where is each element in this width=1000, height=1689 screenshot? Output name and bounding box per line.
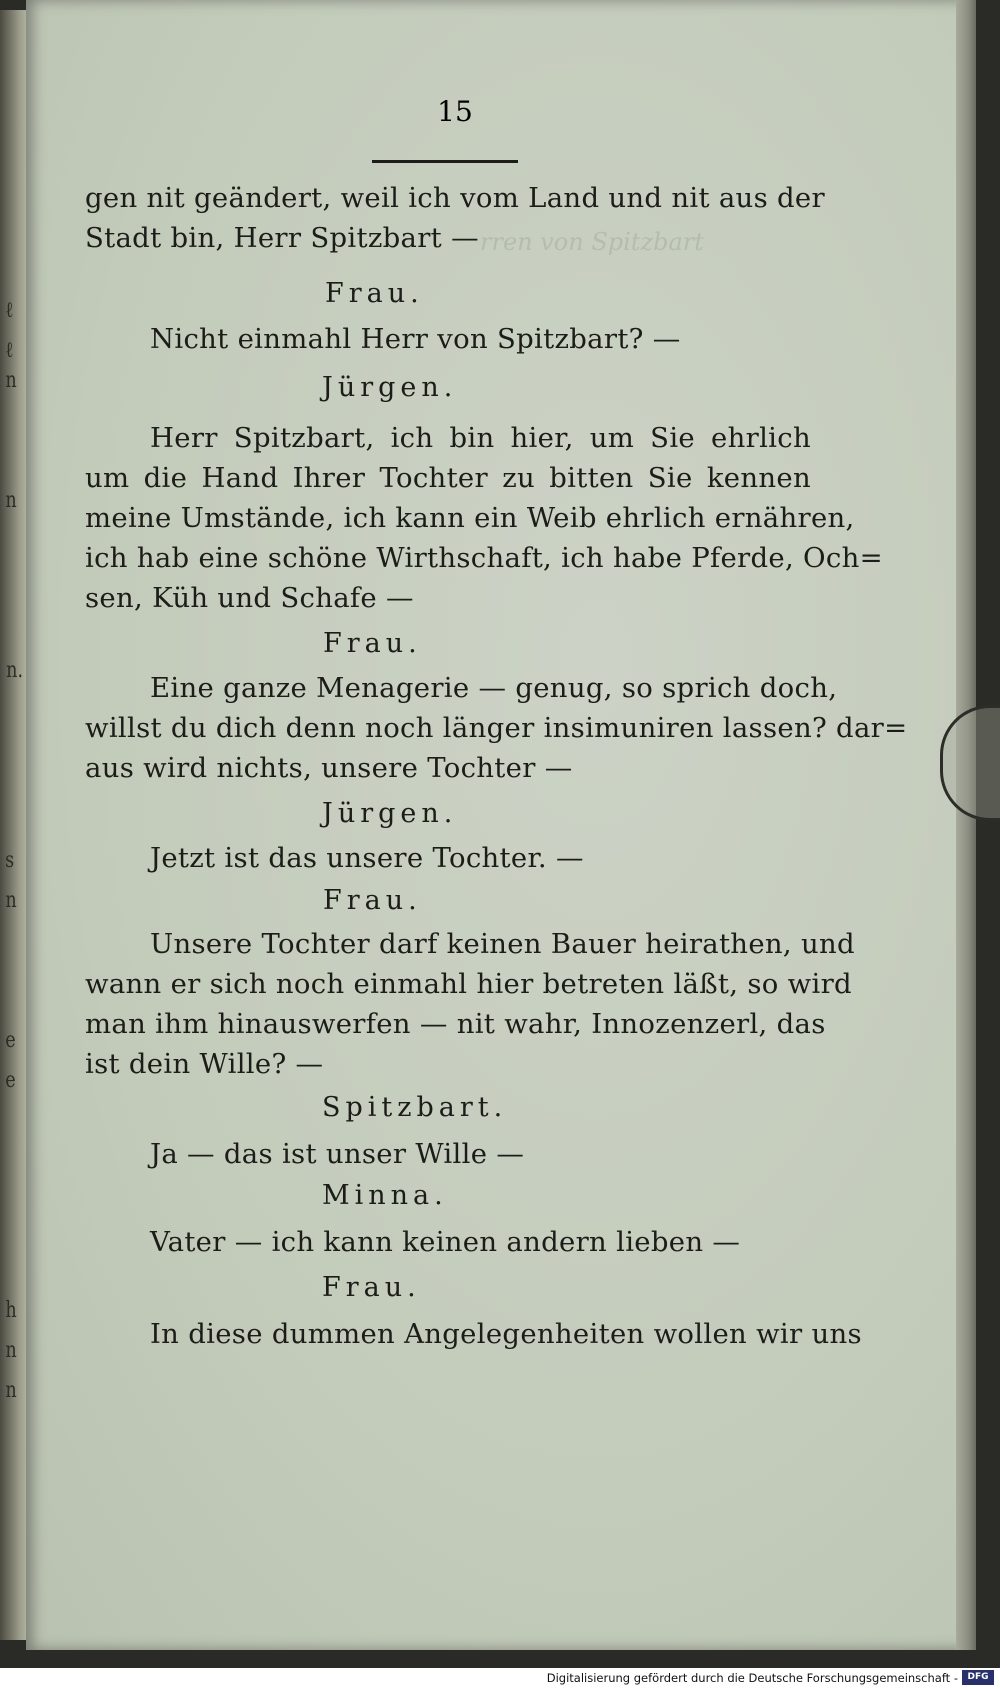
text-line: gen nit geändert, weil ich vom Land und nit aus der bbox=[85, 182, 825, 214]
text-line: Herr Spitzbart, ich bin hier, um Sie ehrlich bbox=[150, 422, 811, 454]
speaker-name: Frau. bbox=[323, 628, 422, 659]
speaker-name: Spitzbart. bbox=[322, 1092, 508, 1123]
text-line: wann er sich noch einmahl hier betreten läßt, so wird bbox=[85, 968, 852, 1000]
speaker-name: Frau. bbox=[322, 1272, 421, 1303]
page-number: 15 bbox=[437, 95, 473, 128]
text-line: Nicht einmahl Herr von Spitzbart? — bbox=[150, 323, 681, 355]
text-line: Jetzt ist das unsere Tochter. — bbox=[150, 842, 584, 874]
text-line: sen, Küh und Schafe — bbox=[85, 582, 414, 614]
text-line: Eine ganze Menagerie — genug, so sprich doch, bbox=[150, 672, 838, 704]
speaker-name: Minna. bbox=[322, 1180, 448, 1211]
text-line: In diese dummen Angelegenheiten wollen wir uns bbox=[150, 1318, 862, 1350]
page-edge bbox=[956, 0, 976, 1650]
text-line: ich hab eine schöne Wirthschaft, ich habe Pferde, Och= bbox=[85, 542, 883, 574]
text-line: meine Umstände, ich kann ein Weib ehrlich ernähren, bbox=[85, 502, 855, 534]
speaker-name: Frau. bbox=[323, 885, 422, 916]
text-line: willst du dich denn noch länger insimuniren lassen? dar= bbox=[85, 712, 908, 744]
digitization-credit: Digitalisierung gefördert durch die Deutsche Forschungsgemeinschaft - bbox=[546, 1671, 958, 1685]
previous-page-edge: ℓ ℓ n n n. s n e e h n n bbox=[0, 10, 44, 1640]
text-line: Unsere Tochter darf keinen Bauer heirathen, und bbox=[150, 928, 855, 960]
header-rule bbox=[372, 160, 518, 163]
speaker-name: Jürgen. bbox=[322, 372, 458, 403]
text-line: ist dein Wille? — bbox=[85, 1048, 324, 1080]
speaker-name: Frau. bbox=[325, 278, 424, 309]
speaker-name: Jürgen. bbox=[322, 798, 458, 829]
text-line: aus wird nichts, unsere Tochter — bbox=[85, 752, 573, 784]
text-line: Stadt bin, Herr Spitzbart — bbox=[85, 222, 479, 254]
dfg-logo: DFG bbox=[962, 1670, 994, 1685]
text-line: Vater — ich kann keinen andern lieben — bbox=[150, 1226, 741, 1258]
bleed-through-text: rren von Spitzbart bbox=[480, 228, 704, 256]
text-line: man ihm hinauswerfen — nit wahr, Innozenzerl, das bbox=[85, 1008, 826, 1040]
text-line: um die Hand Ihrer Tochter zu bitten Sie kennen bbox=[85, 462, 811, 494]
text-line: Ja — das ist unser Wille — bbox=[150, 1138, 525, 1170]
